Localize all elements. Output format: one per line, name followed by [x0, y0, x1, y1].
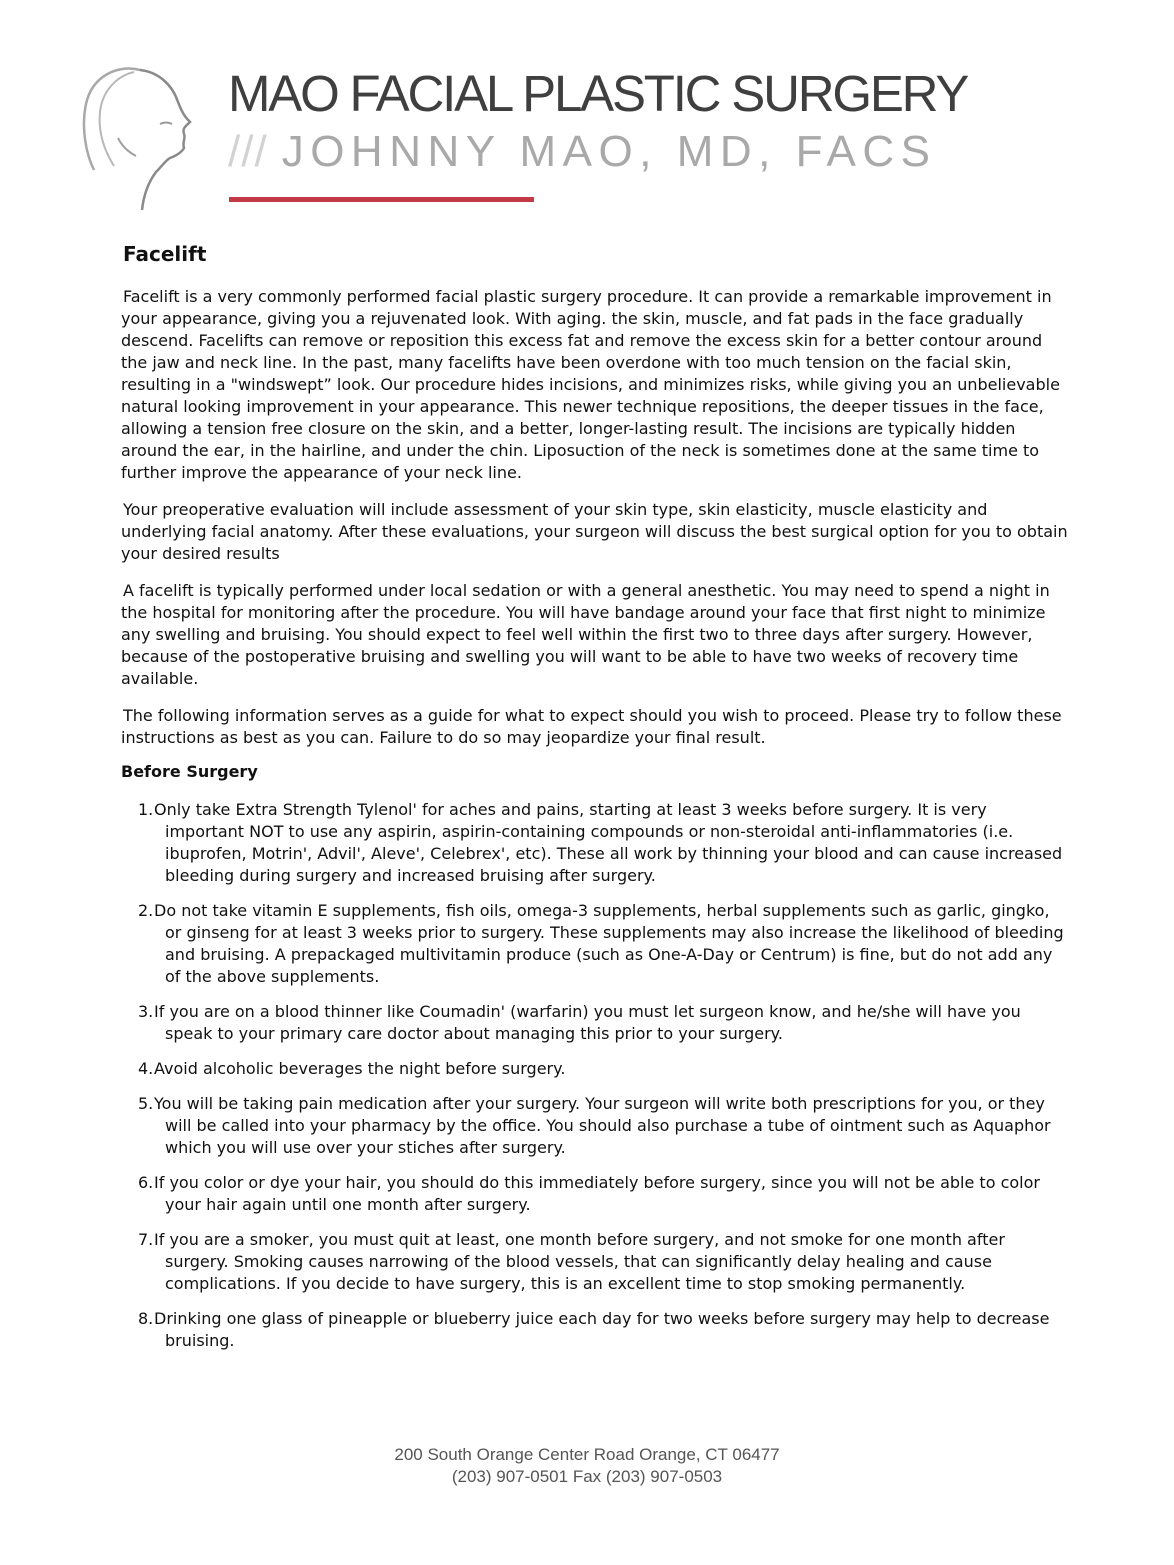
list-number: 3. — [138, 1002, 154, 1021]
list-text: Do not take vitamin E supplements, fish oils, omega-3 supplements, herbal supplements such as garlic, gingko, or ginseng for at least 3 weeks prior to surgery. These supplements may also increase the likelihood of bleeding and bruising. A prepackaged multivitamin produce (such as One-A-Day or Centrum) is fine, but do not add any of the above supplements. — [154, 901, 1064, 986]
list-item — [121, 1172, 1069, 1216]
list-item — [121, 1001, 1069, 1045]
letterhead — [0, 0, 1174, 230]
list-text: Drinking one glass of pineapple or blueberry juice each day for two weeks before surgery may help to decrease bruising. — [154, 1309, 1050, 1350]
section-heading-before-surgery: Before Surgery — [121, 762, 258, 781]
paragraph-guide: The following information serves as a guide for what to expect should you wish to proceed. Please try to follow these instructions as best as you can. Failure to do so may jeopardize your final result. — [121, 706, 1062, 747]
footer-contact — [0, 1444, 1174, 1488]
list-text: If you color or dye your hair, you should do this immediately before surgery, since you will not be able to color your hair again until one month after surgery. — [154, 1173, 1040, 1214]
list-number: 5. — [138, 1094, 154, 1113]
before-surgery-list — [121, 799, 1069, 1352]
doctor-name: JOHNNY MAO, MD, FACS — [281, 127, 937, 176]
footer-phone-fax: (203) 907-0501 Fax (203) 907-0503 — [451, 1467, 723, 1486]
face-profile-logo-icon — [78, 62, 200, 212]
list-text: Avoid alcoholic beverages the night before surgery. — [154, 1059, 566, 1078]
list-item — [121, 1229, 1069, 1295]
list-item — [121, 1058, 1069, 1080]
paragraph-evaluation: Your preoperative evaluation will include assessment of your skin type, skin elasticity, muscle elasticity and underlying facial anatomy. After these evaluations, your surgeon will discuss the best surgical option for you to obtain your desired results — [121, 500, 1068, 563]
document-title: Facelift — [123, 242, 207, 266]
list-number: 1. — [138, 800, 154, 819]
list-item — [121, 799, 1069, 887]
list-text: You will be taking pain medication after your surgery. Your surgeon will write both prescriptions for you, or they will be called into your pharmacy by the office. You should also purchase a tube of ointment such as Aquaphor which you will use over your stiches after surgery. — [154, 1094, 1051, 1157]
list-number: 4. — [138, 1059, 154, 1078]
list-number: 2. — [138, 901, 154, 920]
list-number: 8. — [138, 1309, 154, 1328]
list-item — [121, 1093, 1069, 1159]
list-item — [121, 900, 1069, 988]
doctor-name-line — [228, 126, 937, 178]
list-text: If you are on a blood thinner like Coumadin' (warfarin) you must let surgeon know, and he/she will have you speak to your primary care doctor about managing this prior to your surgery. — [154, 1002, 1021, 1043]
footer-address: 200 South Orange Center Road Orange, CT 06477 — [394, 1445, 780, 1464]
paragraph-anesthesia: A facelift is typically performed under local sedation or with a general anesthetic. You may need to spend a night in the hospital for monitoring after the procedure. You will have bandage around your face that first night to minimize any swelling and bruising. You should expect to feel well within the first two to three days after surgery. However, because of the postoperative bruising and swelling you will want to be able to have two weeks of recovery time available. — [121, 581, 1050, 688]
list-text: Only take Extra Strength Tylenol' for aches and pains, starting at least 3 weeks before surgery. It is very important NOT to use any aspirin, aspirin-containing compounds or non-steroidal anti-inflammatories (i.e. ibuprofen, Motrin', Advil', Aleve', Celebrex', etc). These all work by thinning your blood and can cause increased bleeding during surgery and increased bruising after surgery. — [154, 800, 1063, 885]
paragraph-intro: Facelift is a very commonly performed facial plastic surgery procedure. It can provide a remarkable improvement in your appearance, giving you a rejuvenated look. With aging. the skin, muscle, and fat pads in the face gradually descend. Facelifts can remove or reposition this excess fat and remove the excess skin for a better contour around the jaw and neck line. In the past, many facelifts have been overdone with too much tension on the facial skin, resulting in a "windswept” look. Our procedure hides incisions, and minimizes risks, while giving you an unbelievable natural looking improvement in your appearance. This newer technique repositions, the deeper tissues in the face, allowing a tension free closure on the skin, and a better, longer-lasting result. The incisions are typically hidden around the ear, in the hairline, and under the chin. Liposuction of the neck is sometimes done at the same time to further improve the appearance of your neck line. — [121, 287, 1060, 482]
practice-name: MAO FACIAL PLASTIC SURGERY — [228, 65, 968, 122]
logo-slashes: /// — [228, 127, 268, 176]
logo-accent-bar — [229, 197, 534, 202]
list-number: 6. — [138, 1173, 154, 1192]
list-text: If you are a smoker, you must quit at least, one month before surgery, and not smoke for one month after surgery. Smoking causes narrowing of the blood vessels, that can significantly delay healing and cause complications. If you decide to have surgery, this is an excellent time to stop smoking permanently. — [154, 1230, 1005, 1293]
list-item — [121, 1308, 1069, 1352]
list-number: 7. — [138, 1230, 154, 1249]
document-body — [121, 240, 1069, 1365]
